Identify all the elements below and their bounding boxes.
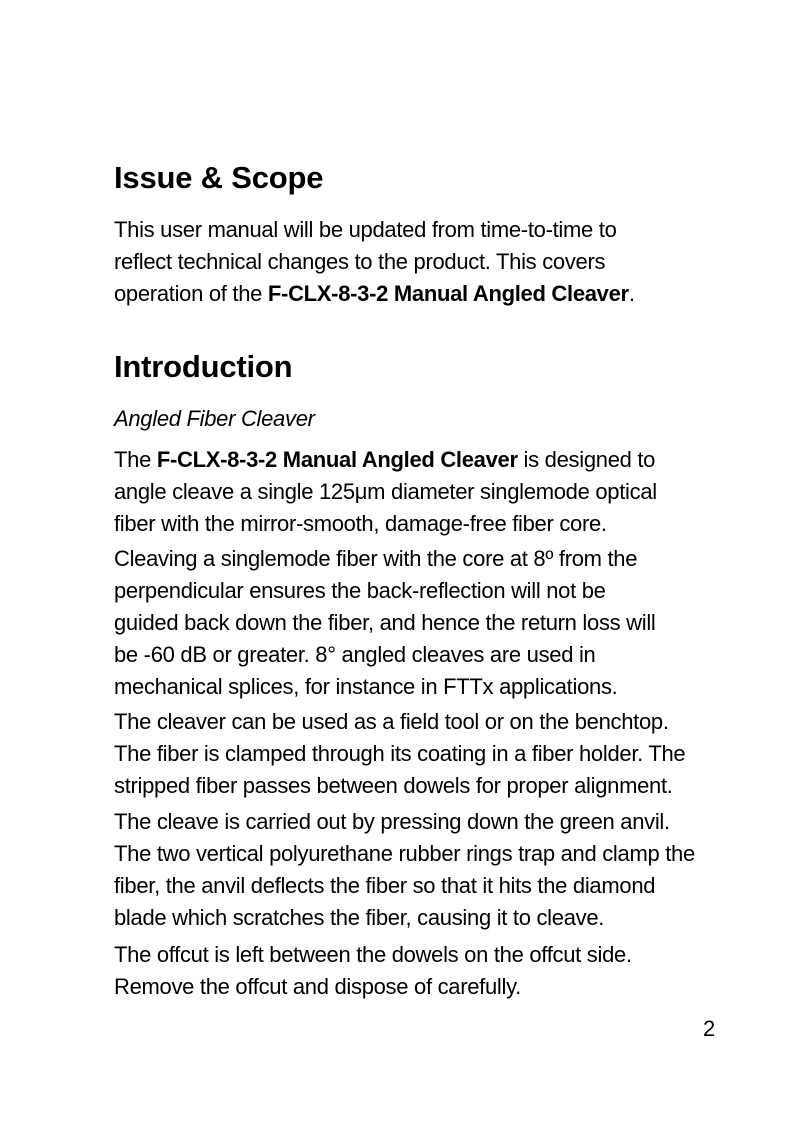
- text-fragment: The: [114, 447, 157, 472]
- page-number: 2: [703, 1016, 716, 1041]
- text-line: blade which scratches the fiber, causing it to cleave.: [114, 905, 605, 930]
- issue-scope-paragraph: [114, 214, 774, 310]
- text-line: [114, 444, 774, 476]
- text-line: mechanical splices, for instance in FTTx applications.: [114, 674, 618, 699]
- issue-scope-heading: Issue & Scope: [114, 160, 324, 195]
- text-line: be -60 dB or greater. 8° angled cleaves are used in: [114, 642, 596, 667]
- text-line: The fiber is clamped through its coating in a fiber holder. The: [114, 741, 686, 766]
- text-line: Cleaving a singlemode fiber with the core at 8º from the: [114, 546, 638, 571]
- intro-paragraph-4: [114, 806, 774, 934]
- text-line: The two vertical polyurethane rubber rings trap and clamp the: [114, 841, 695, 866]
- text-line: angle cleave a single 125μm diameter singlemode optical: [114, 479, 657, 504]
- text-line: Remove the offcut and dispose of carefully.: [114, 974, 521, 999]
- text-line: The offcut is left between the dowels on the offcut side.: [114, 942, 632, 967]
- text-line: Angled Fiber Cleaver: [114, 406, 315, 431]
- text-line: reflect technical changes to the product. This covers: [114, 249, 606, 274]
- text-line: fiber, the anvil deflects the fiber so that it hits the diamond: [114, 873, 656, 898]
- text-fragment: is designed to: [517, 447, 656, 472]
- text-line: The cleave is carried out by pressing down the green anvil.: [114, 809, 670, 834]
- text-fragment: operation of the: [114, 281, 268, 306]
- intro-paragraph-2: [114, 543, 774, 703]
- intro-paragraph-1: [114, 444, 774, 540]
- text-line: This user manual will be updated from time-to-time to: [114, 217, 617, 242]
- text-fragment: .: [628, 281, 635, 306]
- product-name-bold: F-CLX-8-3-2 Manual Angled Cleaver: [156, 447, 518, 472]
- intro-paragraph-5: [114, 939, 774, 1003]
- text-line: The cleaver can be used as a field tool or on the benchtop.: [114, 709, 669, 734]
- text-line: perpendicular ensures the back-reflection will not be: [114, 578, 606, 603]
- text-line: [114, 278, 774, 310]
- intro-paragraph-3: [114, 706, 774, 802]
- text-line: guided back down the fiber, and hence the return loss will: [114, 610, 656, 635]
- text-line: fiber with the mirror-smooth, damage-free fiber core.: [114, 511, 607, 536]
- product-name-bold: F-CLX-8-3-2 Manual Angled Cleaver: [267, 281, 629, 306]
- angled-fiber-cleaver-subheading: [114, 403, 774, 435]
- introduction-heading: Introduction: [114, 349, 293, 384]
- text-line: stripped fiber passes between dowels for proper alignment.: [114, 773, 673, 798]
